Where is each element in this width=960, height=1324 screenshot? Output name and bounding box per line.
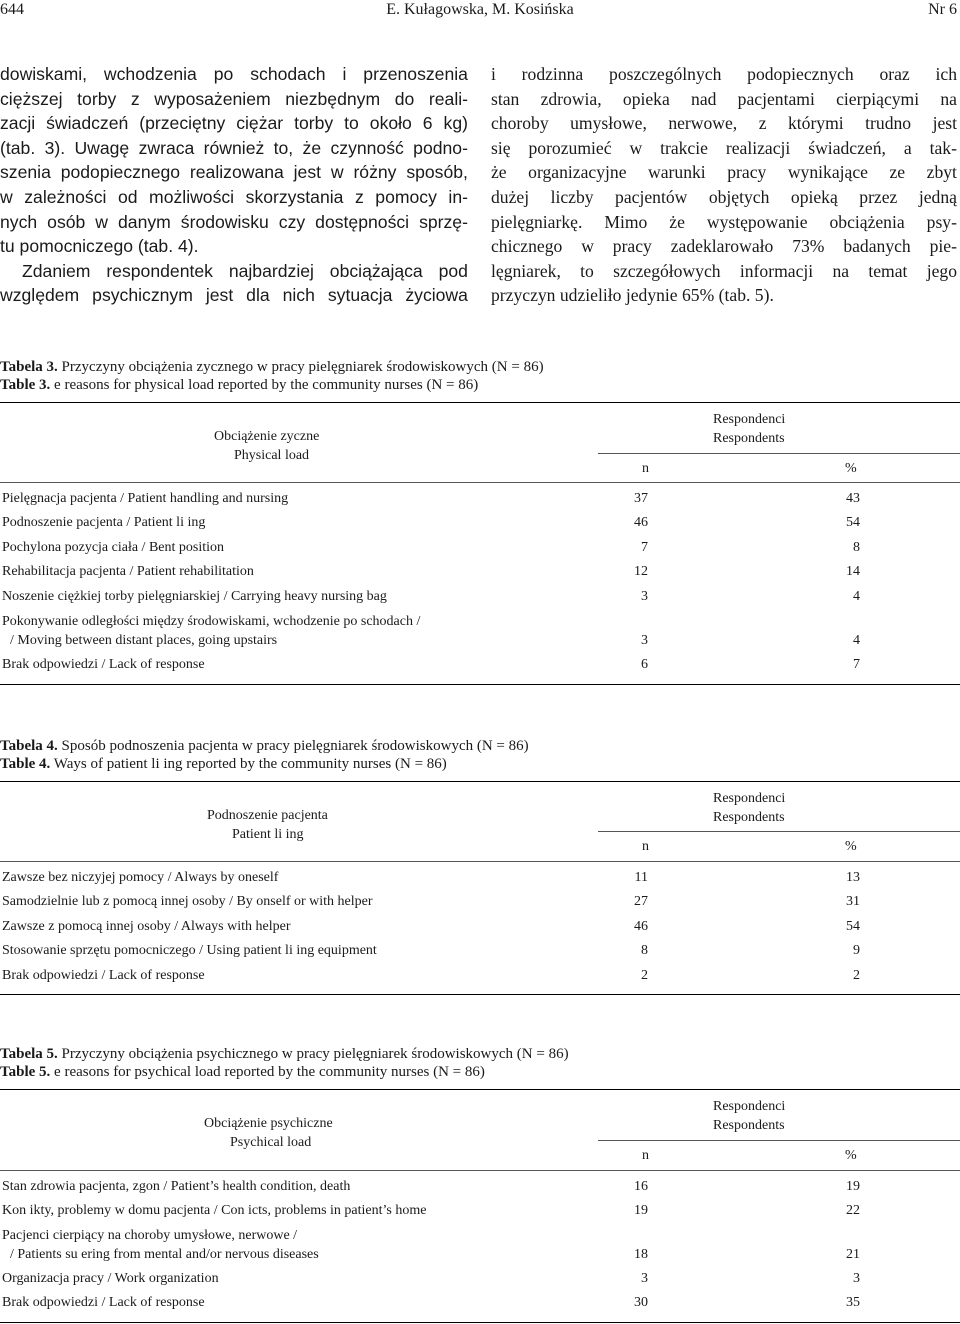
text-line: pielęgniarkę. Mimo że występowanie obciążenia psy-	[491, 211, 957, 232]
text-line: tu pomocniczego (tab. 4).	[0, 236, 199, 257]
header-issue: Nr 6	[928, 1, 957, 18]
table-column-header: Obciążenie psychiczne Psychical load	[204, 1116, 333, 1150]
respondents-header: Respondenci Respondents	[713, 1099, 786, 1133]
text-line: w zależności od możliwości skorzystania z pomocy in-	[0, 186, 468, 207]
table-rule	[598, 453, 960, 454]
respondents-header: Respondenci Respondents	[713, 791, 786, 825]
text-line: cięższej torby z wyposażeniem niezbędnym do reali-	[0, 88, 468, 109]
table-label: Tabela 4.	[0, 738, 58, 754]
text-line: zacji świadczeń (przeciętny ciężar torby to około 6 kg)	[0, 113, 468, 134]
text-line: i rodzinna poszczególnych podopiecznych oraz ich	[491, 64, 957, 84]
percent-header: %	[845, 839, 857, 854]
table-row: Zawsze z pomocą innej osoby / Always with helper 46 54	[2, 919, 860, 934]
table-rule	[598, 1140, 960, 1141]
table-label: Table 4.	[0, 756, 51, 772]
text-line: dowiskami, wchodzenia po schodach i przenoszenia	[0, 64, 468, 84]
text-line: szenia podopiecznego realizowana jest w różny sposób,	[0, 162, 468, 183]
table-row: Noszenie ciężkiej torby pielęgniarskiej / Carrying heavy nursing bag 3 4	[2, 589, 860, 604]
table-caption-en: e reasons for physical load reported by the community nurses (N = 86)	[54, 377, 479, 393]
table-column-header: Podnoszenie pacjenta Patient li ing	[207, 808, 328, 842]
table-row: Brak odpowiedzi / Lack of response 30 35	[2, 1295, 860, 1310]
table-label: Table 3.	[0, 377, 51, 393]
body-column-left	[0, 62, 468, 308]
text-line: względem psychicznym jest dla nich sytuacja życiowa	[0, 285, 468, 306]
table-row: Pacjenci cierpiący na choroby umysłowe, nerwowe / / Patients su ering from mental and/or nervous diseases 18 21	[2, 1228, 860, 1262]
text-line: przyczyn udzieliło jedynie 65% (tab. 5).	[491, 285, 774, 306]
table-rule	[0, 1089, 960, 1090]
table-caption-pl: Przyczyny obciążenia psychicznego w pracy pielęgniarek środowiskowych (N = 86)	[61, 1046, 569, 1062]
table-caption-pl: Sposób podnoszenia pacjenta w pracy pielęgniarek środowiskowych (N = 86)	[61, 738, 529, 754]
percent-header: %	[845, 461, 857, 476]
table-label: Tabela 3.	[0, 359, 58, 375]
text-line: choroby umysłowe, nerwowe, z którymi trudno jest	[491, 113, 957, 134]
text-line: że organizacyjne warunki pracy wynikające ze zbyt	[491, 162, 957, 183]
table-rule	[0, 482, 960, 483]
header-authors: E. Kułagowska, M. Kosińska	[386, 1, 574, 18]
table-row: Rehabilitacja pacjenta / Patient rehabilitation 12 14	[2, 564, 860, 579]
table-rule	[0, 1322, 960, 1323]
page-number: 644	[0, 1, 24, 18]
table-row: Zawsze bez niczyjej pomocy / Always by oneself 11 13	[2, 870, 860, 885]
table-rule	[0, 684, 960, 685]
table-caption	[0, 1045, 569, 1081]
running-header	[0, 0, 960, 24]
table-row: Brak odpowiedzi / Lack of response 6 7	[2, 657, 860, 672]
body-column-right	[491, 62, 957, 308]
table-row: Stosowanie sprzętu pomocniczego / Using patient li ing equipment 8 9	[2, 943, 860, 958]
table-row: Kon ikty, problemy w domu pacjenta / Con icts, problems in patient’s home 19 22	[2, 1203, 860, 1218]
table-rule	[0, 861, 960, 862]
text-line: stan zdrowia, opieka nad pacjentami cierpiącymi na	[491, 88, 957, 109]
table-caption	[0, 358, 544, 394]
text-line: dużej liczby pacjentów objętych opieką przez jedną	[491, 186, 957, 207]
text-line: lęgniarek, to szczegółowych informacji na temat jego	[491, 260, 957, 281]
table-column-header: Obciążenie zyczne Physical load	[214, 429, 320, 463]
n-header: n	[642, 1148, 649, 1163]
table-rule	[0, 1170, 960, 1171]
table-row: Pochylona pozycja ciała / Bent position 7 8	[2, 540, 860, 555]
table-caption-pl: Przyczyny obciążenia zycznego w pracy pielęgniarek środowiskowych (N = 86)	[61, 359, 544, 375]
respondents-header: Respondenci Respondents	[713, 412, 786, 446]
table-rule	[0, 994, 960, 995]
table-caption-en: Ways of patient li ing reported by the community nurses (N = 86)	[53, 756, 447, 772]
text-line: się porozumieć w trakcie realizacji świadczeń, a tak-	[491, 137, 957, 158]
table-rule	[0, 402, 960, 403]
table-row: Stan zdrowia pacjenta, zgon / Patient’s health condition, death 16 19	[2, 1179, 860, 1194]
text-line: Zdaniem respondentek najbardziej obciążająca pod	[22, 260, 468, 281]
table-caption-en: e reasons for psychical load reported by the community nurses (N = 86)	[54, 1064, 485, 1080]
table-row: Brak odpowiedzi / Lack of response 2 2	[2, 968, 860, 983]
n-header: n	[642, 461, 649, 476]
table-row: Pielęgnacja pacjenta / Patient handling and nursing 37 43	[2, 491, 860, 506]
table-label: Tabela 5.	[0, 1046, 58, 1062]
table-row: Samodzielnie lub z pomocą innej osoby / By onself or with helper 27 31	[2, 894, 860, 909]
n-header: n	[642, 839, 649, 854]
table-rule	[598, 831, 960, 832]
table-row: Podnoszenie pacjenta / Patient li ing 46 54	[2, 515, 860, 530]
text-line: nych osób w danym środowisku czy dostępności sprzę-	[0, 211, 468, 232]
table-row: Pokonywanie odległości między środowiskami, wchodzenie po schodach / / Moving between distant places, going upstairs 3 4	[2, 614, 860, 648]
text-line: chicznego w pracy zadeklarowało 73% badanych pie-	[491, 236, 957, 257]
table-rule	[0, 781, 960, 782]
table-label: Table 5.	[0, 1064, 51, 1080]
table-row: Organizacja pracy / Work organization 3 3	[2, 1271, 860, 1286]
percent-header: %	[845, 1148, 857, 1163]
table-caption	[0, 737, 529, 773]
text-line: (tab. 3). Uwagę zwraca również to, że czynność podno-	[0, 137, 468, 158]
